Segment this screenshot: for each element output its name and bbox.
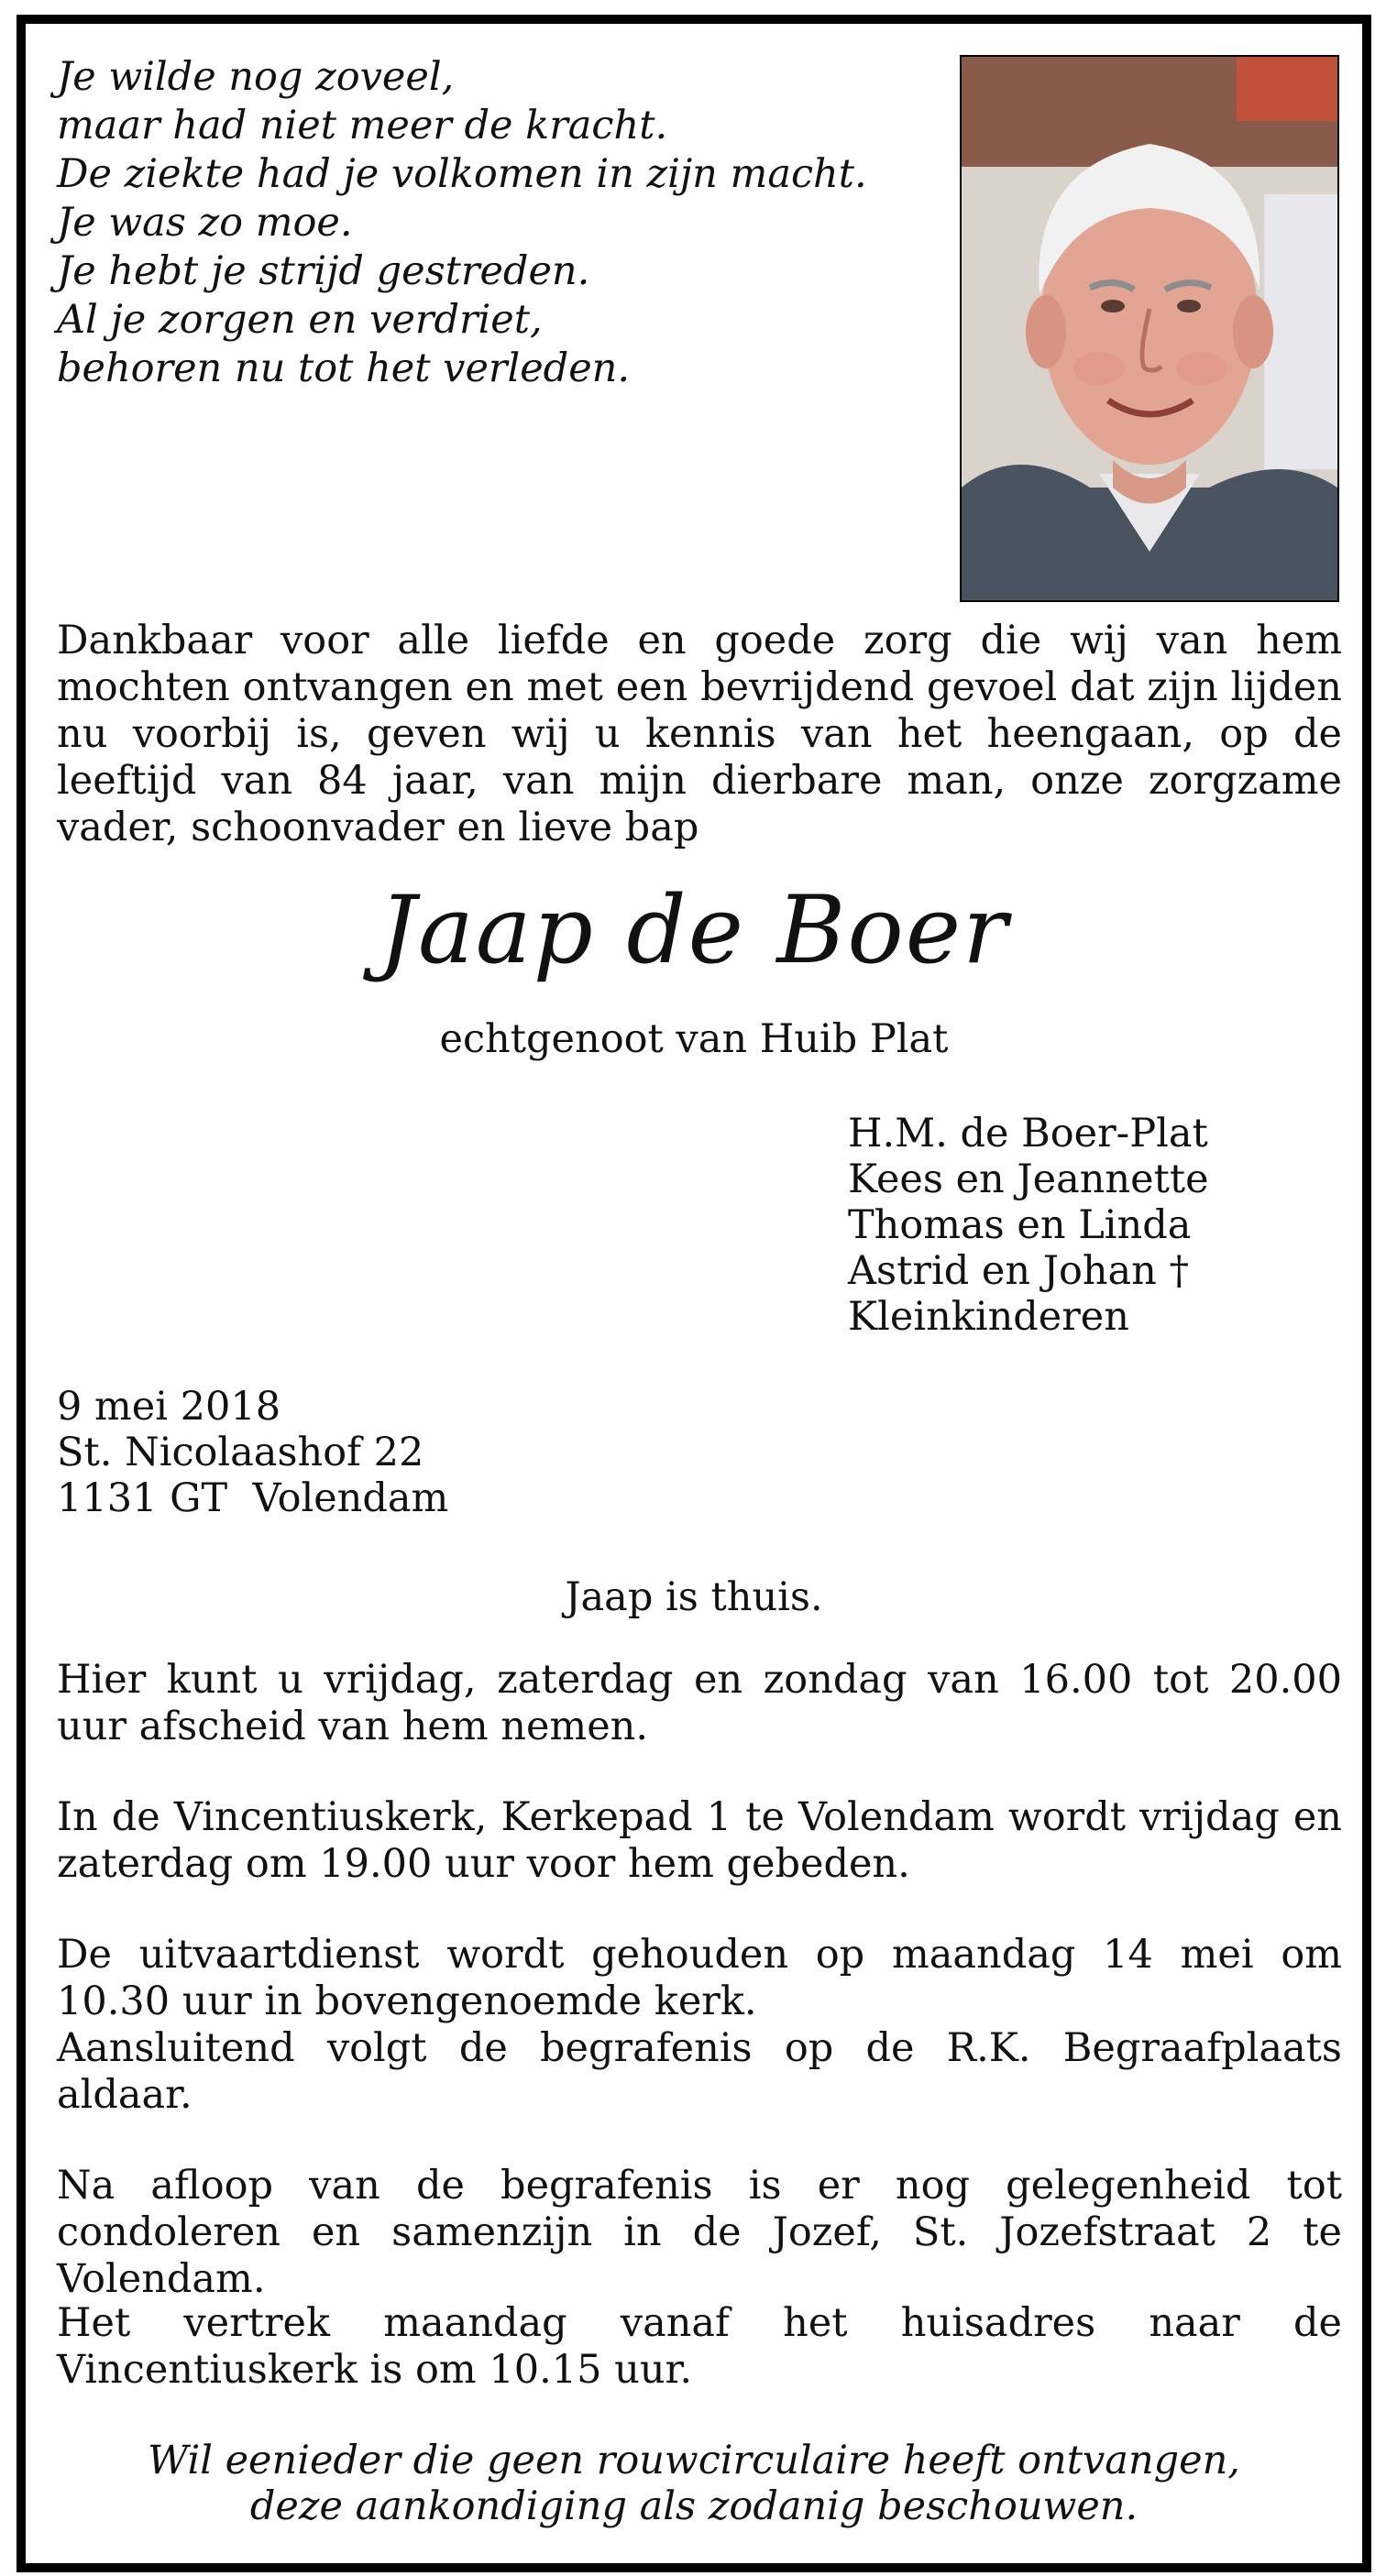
poem-line: behoren nu tot het verleden.	[57, 345, 631, 391]
poem	[57, 53, 964, 393]
obituary-card	[16, 15, 1371, 2572]
family-member: Kleinkinderen	[848, 1294, 1129, 1340]
address-city: 1131 GT Volendam	[57, 1475, 449, 1521]
home-note: Jaap is thuis.	[565, 1574, 823, 1620]
portrait-illustration	[962, 57, 1337, 600]
notice-date: 9 mei 2018	[57, 1384, 281, 1430]
poem-line: Je was zo moe.	[57, 200, 353, 246]
visiting-hours-text: Hier kunt u vrijdag, zaterdag en zondag van 16.00 tot 20.00 uur afscheid van hem nemen.	[57, 1657, 1342, 1749]
portrait-photo	[960, 55, 1339, 602]
spouse-line: echtgenoot van Huib Plat	[439, 1016, 949, 1062]
deceased-name: Jaap de Boer	[379, 876, 1009, 985]
departure-text: Het vertrek maandag vanaf het huisadres naar de Vincentiuskerk is om 10.15 uur.	[57, 2300, 1342, 2393]
funeral-service-text: De uitvaartdienst wordt gehouden op maandag 14 mei om 10.30 uur in bovengenoemde kerk.	[57, 1932, 1342, 2024]
prayer-service-text: In de Vincentiuskerk, Kerkepad 1 te Volendam wordt vrijdag en zaterdag om 19.00 uur voor hem gebeden.	[57, 1794, 1342, 1887]
intro-text: Dankbaar voor alle liefde en goede zorg die wij van hem mochten ontvangen en met een bevrijdend gevoel dat zijn lijden nu voorbij is, geven wij u kennis van het heengaan, op de leeftijd van 84 jaar, van mijn dierbare man, onze zorgzame vader, schoonvader en lieve bap	[57, 618, 1342, 850]
burial-text: Aansluitend volgt de begrafenis op de R.K. Begraafplaats aldaar.	[57, 2025, 1342, 2118]
poem-line: Je hebt je strijd gestreden.	[57, 248, 590, 294]
address-street: St. Nicolaashof 22	[57, 1430, 424, 1475]
poem-line: maar had niet meer de kracht.	[57, 103, 668, 148]
address-block	[57, 1384, 698, 1521]
family-member: Thomas en Linda	[848, 1202, 1192, 1248]
closing-line: deze aankondiging als zodanig beschouwen.	[249, 2483, 1138, 2529]
poem-line: Je wilde nog zoveel,	[57, 54, 455, 100]
closing-note	[26, 2438, 1362, 2529]
family-list	[848, 1111, 1343, 1340]
closing-line: Wil eenieder die geen rouwcirculaire heeft ontvangen,	[148, 2438, 1240, 2483]
family-member: Kees en Jeannette	[848, 1156, 1209, 1202]
family-member: H.M. de Boer-Plat	[848, 1111, 1208, 1156]
condolence-text: Na afloop van de begrafenis is er nog gelegenheid tot condoleren en samenzijn in de Jozef, St. Jozefstraat 2 te Volendam.	[57, 2163, 1342, 2302]
poem-line: De ziekte had je volkomen in zijn macht.	[57, 151, 867, 197]
poem-line: Al je zorgen en verdriet,	[57, 297, 543, 343]
family-member: Astrid en Johan †	[848, 1248, 1190, 1294]
